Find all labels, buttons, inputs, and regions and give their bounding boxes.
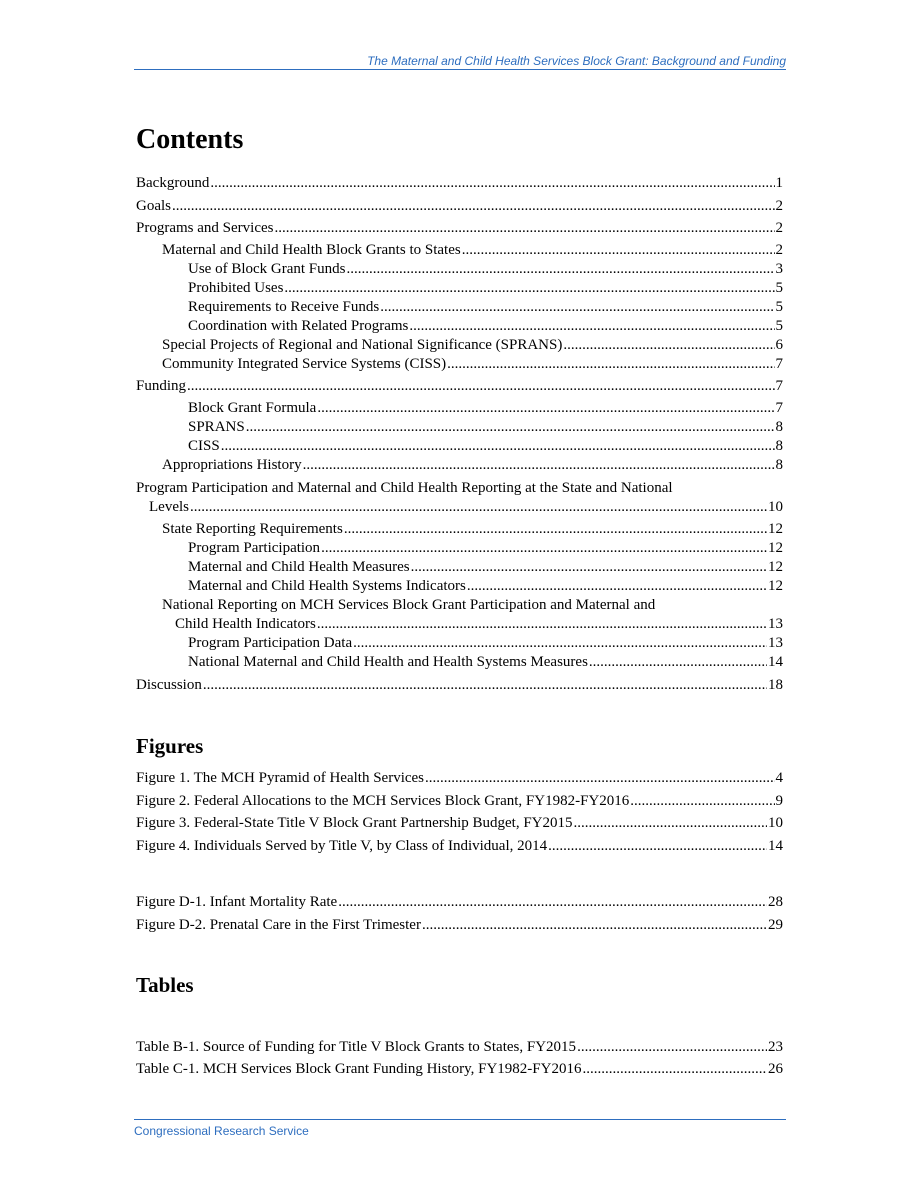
toc-entry[interactable]: Maternal and Child Health Block Grants to States ..... 2 [162, 241, 783, 260]
toc-entry[interactable]: CISS ..... 8 [188, 437, 783, 456]
toc-entry-line-1[interactable]: Program Participation and Maternal and Child Health Reporting at the State and National [136, 480, 673, 496]
toc-entry[interactable]: State Reporting Requirements ..... 12 [162, 520, 783, 539]
toc-entry[interactable]: Special Projects of Regional and National Significance (SPRANS) ..... 6 [162, 336, 783, 355]
toc-entry-line-1[interactable]: National Reporting on MCH Services Block Grant Participation and Maternal and [162, 597, 656, 613]
table-entry[interactable]: Table C-1. MCH Services Block Grant Funding History, FY1982-FY2016 ..... 26 [136, 1060, 783, 1079]
toc-entry[interactable]: National Maternal and Child Health and Health Systems Measures ..... 14 [188, 653, 783, 672]
toc-entry[interactable]: Appropriations History ..... 8 [162, 456, 783, 475]
toc-entry[interactable]: Program Participation ..... 12 [188, 539, 783, 558]
toc-entry[interactable]: Background ..... 1 [136, 174, 783, 193]
toc-entry[interactable]: Levels ..... 10 [149, 498, 783, 517]
toc-entry[interactable]: Block Grant Formula ..... 7 [188, 399, 783, 418]
toc-entry[interactable]: Requirements to Receive Funds ..... 5 [188, 298, 783, 317]
figure-entry[interactable]: Figure D-2. Prenatal Care in the First Trimester ..... 29 [136, 916, 783, 935]
toc-entry[interactable]: Funding ..... 7 [136, 377, 783, 396]
tables-title: Tables [136, 973, 194, 997]
toc-entry[interactable]: Community Integrated Service Systems (CISS) ..... 7 [162, 355, 783, 374]
toc-entry[interactable]: Discussion ..... 18 [136, 676, 783, 695]
running-footer: Congressional Research Service [134, 1119, 786, 1138]
figure-entry[interactable]: Figure 2. Federal Allocations to the MCH Services Block Grant, FY1982-FY2016 ..... 9 [136, 792, 783, 811]
contents-title: Contents [136, 124, 244, 155]
figure-entry[interactable]: Figure D-1. Infant Mortality Rate ..... 28 [136, 893, 783, 912]
toc-entry[interactable]: Child Health Indicators ..... 13 [175, 615, 783, 634]
toc-entry[interactable]: Maternal and Child Health Systems Indicators ..... 12 [188, 577, 783, 596]
toc-entry[interactable]: Use of Block Grant Funds ..... 3 [188, 260, 783, 279]
toc-entry[interactable]: Programs and Services ..... 2 [136, 219, 783, 238]
toc-entry[interactable]: Program Participation Data ..... 13 [188, 634, 783, 653]
toc-entry[interactable]: Prohibited Uses ..... 5 [188, 279, 783, 298]
toc-entry[interactable]: Goals ..... 2 [136, 197, 783, 216]
figures-title: Figures [136, 734, 204, 758]
figure-entry[interactable]: Figure 1. The MCH Pyramid of Health Services ..... 4 [136, 769, 783, 788]
toc-entry[interactable]: Coordination with Related Programs ..... 5 [188, 317, 783, 336]
toc-entry[interactable]: Maternal and Child Health Measures ..... 12 [188, 558, 783, 577]
running-header: The Maternal and Child Health Services Block Grant: Background and Funding [134, 54, 786, 70]
toc-entry[interactable]: SPRANS ..... 8 [188, 418, 783, 437]
table-entry[interactable]: Table B-1. Source of Funding for Title V Block Grants to States, FY2015 ..... 23 [136, 1038, 783, 1057]
figure-entry[interactable]: Figure 4. Individuals Served by Title V, by Class of Individual, 2014 ..... 14 [136, 837, 783, 856]
figure-entry[interactable]: Figure 3. Federal-State Title V Block Grant Partnership Budget, FY2015 ..... 10 [136, 814, 783, 833]
